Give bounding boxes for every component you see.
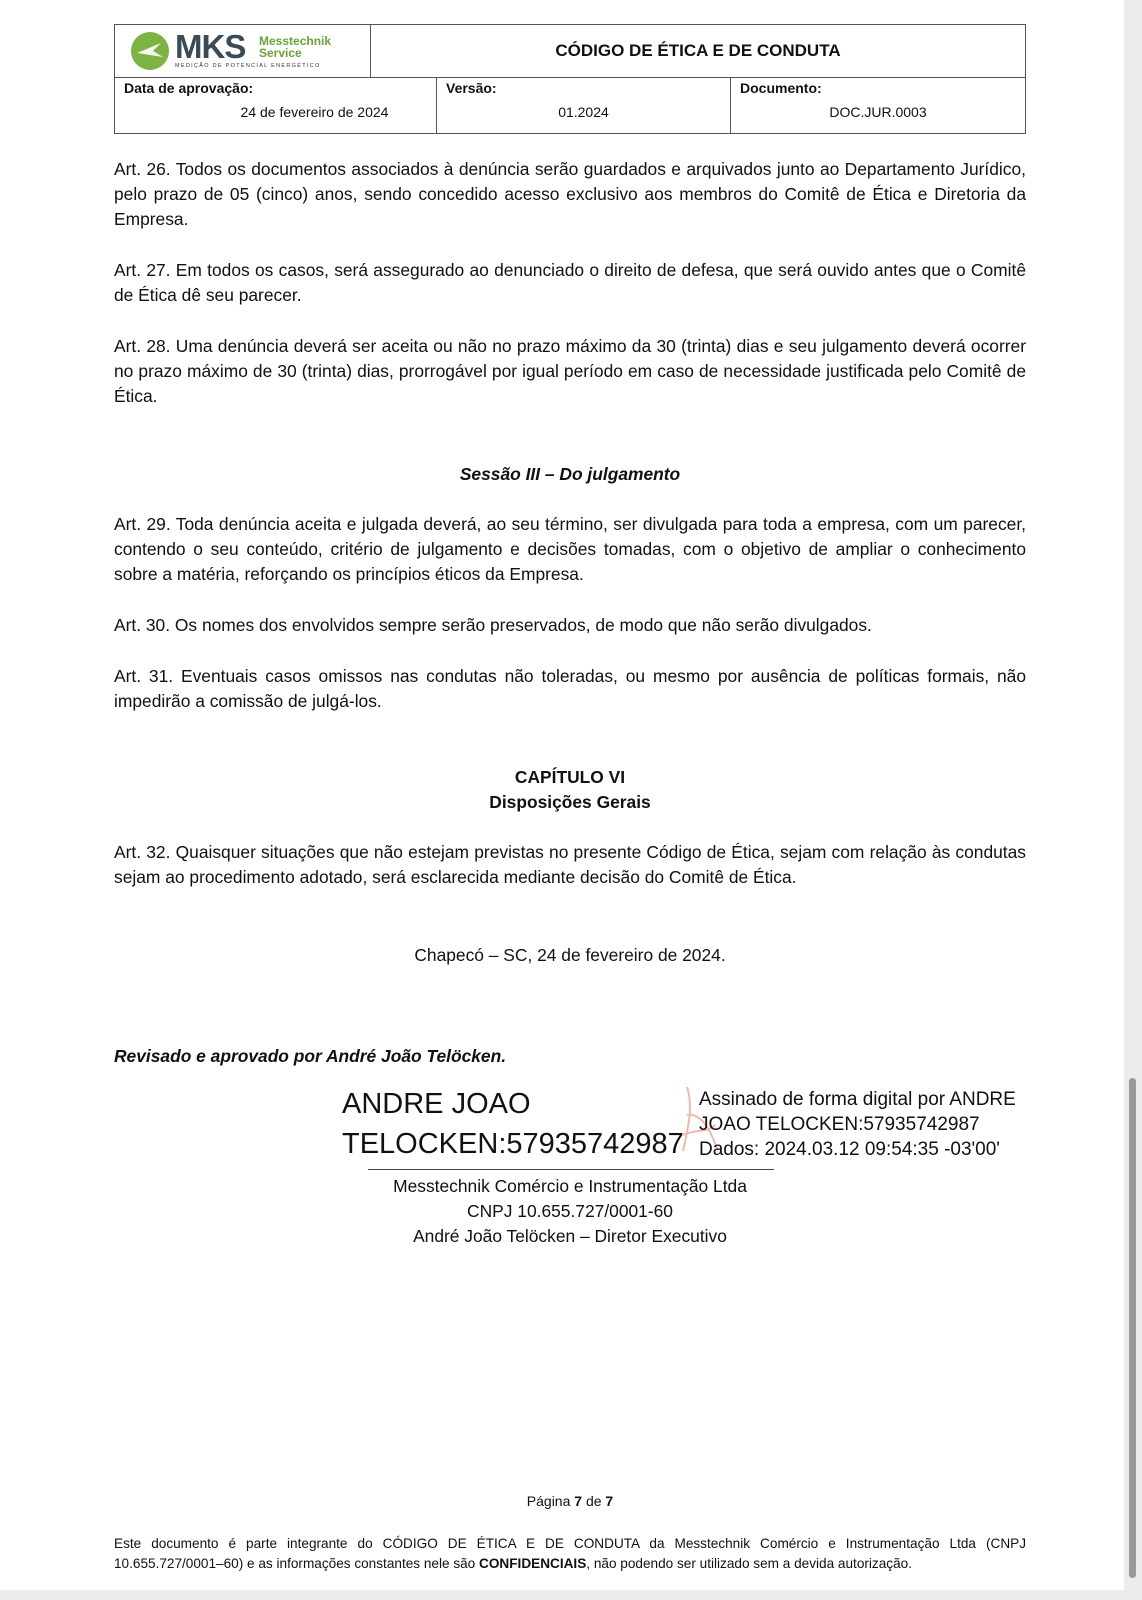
header-row-top (115, 25, 1025, 78)
footer-confidential: CONFIDENCIAIS (479, 1556, 587, 1571)
reviewed-by: Revisado e aprovado por André João Telöcken. (114, 1046, 507, 1066)
approval-date-cell (115, 78, 437, 133)
page-number (114, 1493, 1026, 1509)
article-29: Art. 29. Toda denúncia aceita e julgada deverá, ao seu término, ser divulgada para toda a empresa, com um parecer, contendo o seu conteúdo, critério de julgamento e decisões tomadas, com o objetivo de ampliar o conhecimento sobre a matéria, reforçando os princípios éticos da Empresa. (114, 514, 1026, 584)
chapter-heading: CAPÍTULO VI (514, 767, 626, 787)
confidentiality-footer (114, 1534, 1026, 1574)
page-prefix: Página (526, 1493, 575, 1509)
signature-signer: André João Telöcken – Diretor Executivo (413, 1226, 727, 1246)
signature-name-line2: TELOCKEN:57935742987 (342, 1128, 684, 1160)
logo-brand-sub (259, 35, 331, 59)
logo-brand-line1: Messtechnik (259, 34, 332, 48)
chapter-title: Disposições Gerais (489, 792, 651, 812)
page-current: 7 (574, 1493, 583, 1509)
company-logo (131, 28, 361, 72)
signature-stamp-line1: Assinado de forma digital por ANDRE (699, 1089, 1016, 1110)
approval-date-label: Data de aprovação: (124, 80, 254, 96)
logo-brand-main: MKS (175, 28, 246, 65)
place-and-date: Chapecó – SC, 24 de fevereiro de 2024. (414, 945, 726, 965)
page-mid: de (582, 1493, 606, 1509)
signature-cnpj: CNPJ 10.655.727/0001-60 (467, 1201, 673, 1221)
article-27: Art. 27. Em todos os casos, será assegurado ao denunciado o direito de defesa, que será ouvido antes que o Comitê de Ética dê seu parecer. (114, 260, 1026, 305)
logo-tagline: MEDIÇÃO DE POTENCIAL ENERGÉTICO (175, 63, 321, 69)
version-label: Versão: (446, 80, 497, 96)
logo-mark-icon (131, 32, 169, 70)
section-heading: Sessão III – Do julgamento (459, 464, 681, 484)
signature-stamp-line3: Dados: 2024.03.12 09:54:35 -03'00' (699, 1139, 1000, 1160)
document-id-label: Documento: (740, 80, 822, 96)
article-32: Art. 32. Quaisquer situações que não estejam previstas no presente Código de Ética, sejam com relação às condutas sejam ao procedimento adotado, será esclarecida mediante decisão do Comitê de Ética. (114, 842, 1026, 887)
version-cell (437, 78, 731, 133)
logo-cell (115, 25, 371, 77)
document-title: CÓDIGO DE ÉTICA E DE CONDUTA (555, 41, 841, 60)
approval-date-value: 24 de fevereiro de 2024 (240, 104, 389, 120)
article-26: Art. 26. Todos os documentos associados à denúncia serão guardados e arquivados junto ao Departamento Jurídico, pelo prazo de 05 (cinco) anos, sendo concedido acesso exclusivo aos membros do Comitê de Ética e Diretoria da Empresa. (114, 159, 1026, 229)
signature-stamp-line2: JOAO TELOCKEN:57935742987 (699, 1114, 980, 1135)
document-id-cell (731, 78, 1025, 133)
page-total: 7 (605, 1493, 614, 1509)
document-header-table (114, 24, 1026, 134)
article-30: Art. 30. Os nomes dos envolvidos sempre serão preservados, de modo que não serão divulgados. (114, 615, 872, 635)
logo-brand-line2: Service (259, 46, 302, 60)
vertical-scrollbar[interactable] (1129, 1078, 1136, 1578)
signature-name-line1: ANDRE JOAO (342, 1088, 531, 1120)
signature-company: Messtechnik Comércio e Instrumentação Ltda (393, 1176, 747, 1196)
version-value: 01.2024 (558, 104, 609, 120)
signature-line (368, 1169, 774, 1170)
document-id-value: DOC.JUR.0003 (829, 104, 927, 120)
footer-text-part2: , não podendo ser utilizado sem a devida autorização. (586, 1556, 912, 1571)
article-31: Art. 31. Eventuais casos omissos nas condutas não toleradas, ou mesmo por ausência de políticas formais, não impedirão a comissão de julgá-los. (114, 666, 1026, 711)
article-28: Art. 28. Uma denúncia deverá ser aceita ou não no prazo máximo da 30 (trinta) dias e seu julgamento deverá ocorrer no prazo máximo de 30 (trinta) dias, prorrogável por igual período em caso de necessidade justificada pelo Comitê de Ética. (114, 336, 1026, 406)
footer-text-part1: Este documento é parte integrante do CÓDIGO DE ÉTICA E DE CONDUTA da Messtechnik Comércio e Instrumentação Ltda (CNPJ 10.655.727/0001–60) e as informações constantes nele são (114, 1536, 1026, 1571)
